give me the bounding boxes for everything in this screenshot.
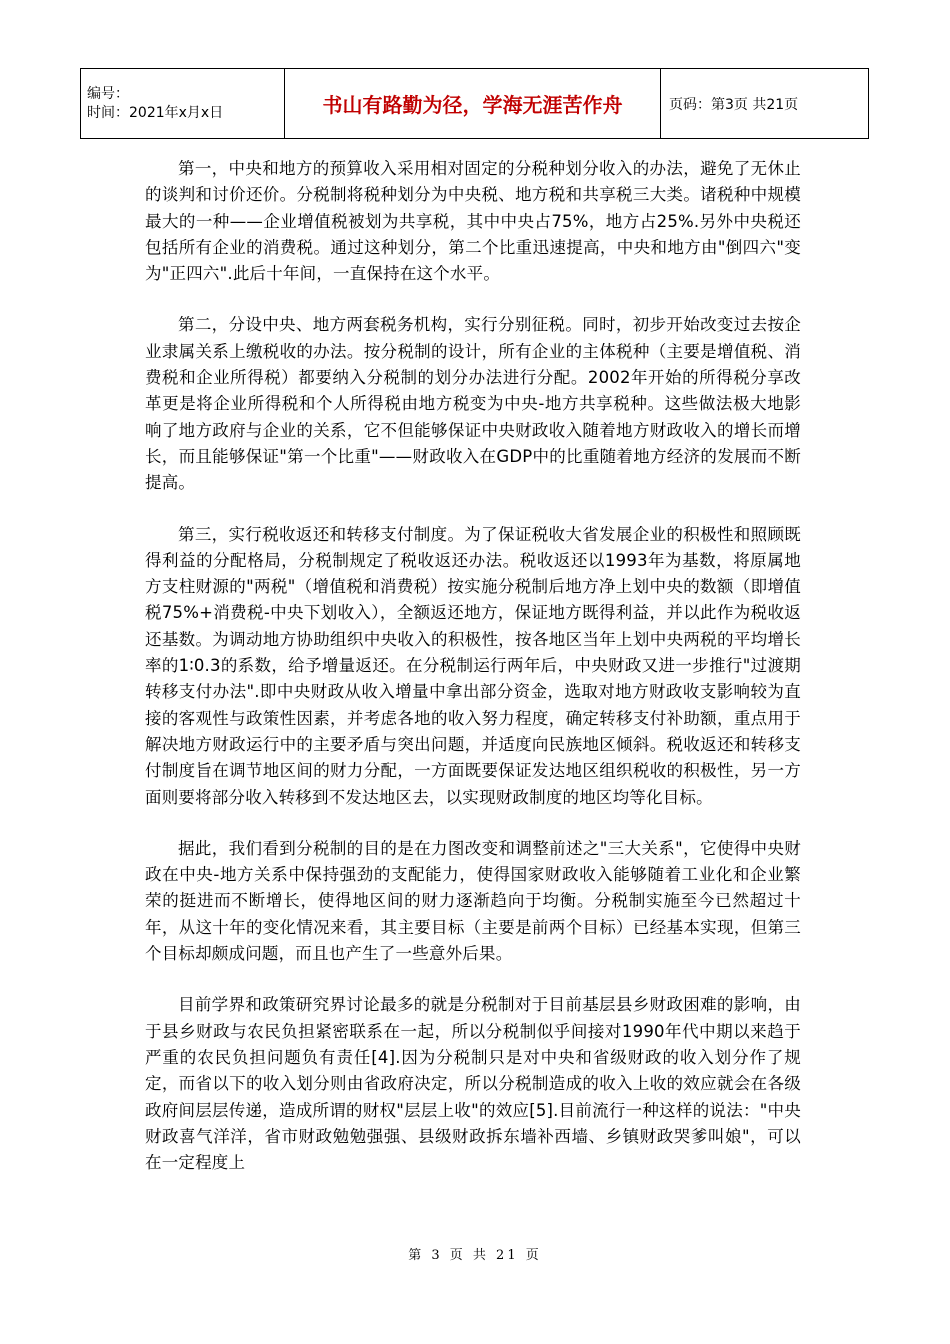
page-footer: 第 3 页 共 21 页 bbox=[408, 1248, 542, 1263]
paragraph-5: 目前学界和政策研究界讨论最多的就是分税制对于目前基层县乡财政困难的影响，由于县乡财政与农民负担紧密联系在一起，所以分税制似乎间接对1990年代中期以来趋于严重的农民负担问题负有责任[4].因为分税制只是对中央和省级财政的收入划分作了规定，而省以下的收入划分则由省政府决定，所以分税制造成的收入上收的效应就会在各级政府间层层传递，造成所谓的财权"层层上收"的效应[5].目前流行一种这样的说法："中央财政喜气洋洋，省市财政勉勉强强、县级财政拆东墙补西墙、乡镇财政哭爹叫娘"，可以在一定程度上 bbox=[145, 995, 801, 1173]
document-number-label: 编号： bbox=[87, 85, 129, 102]
header-meta-cell bbox=[81, 69, 285, 139]
paragraph-3: 第三，实行税收返还和转移支付制度。为了保证税收大省发展企业的积极性和照顾既得利益的分配格局，分税制规定了税收返还办法。税收返还以1993年为基数，将原属地方支柱财源的"两税"（增值税和消费税）按实施分税制后地方净上划中央的数额（即增值税75%+消费税-中央下划收入），全额返还地方，保证地方既得利益，并以此作为税收返还基数。为调动地方协助组织中央收入的积极性，按各地区当年上划中央两税的平均增长率的1∶0.3的系数，给予增量返还。在分税制运行两年后，中央财政又进一步推行"过渡期转移支付办法".即中央财政从收入增量中拿出部分资金，选取对地方财政收支影响较为直接的客观性与政策性因素，并考虑各地的收入努力程度，确定转移支付补助额，重点用于解决地方财政运行中的主要矛盾与突出问题，并适度向民族地区倾斜。税收返还和转移支付制度旨在调节地区间的财力分配，一方面既要保证发达地区组织税收的积极性，另一方面则要将部分收入转移到不发达地区去，以实现财政制度的地区均等化目标。 bbox=[145, 524, 801, 807]
header-table bbox=[80, 68, 869, 139]
paragraph-1: 第一，中央和地方的预算收入采用相对固定的分税种划分收入的办法，避免了无休止的谈判和讨价还价。分税制将税种划分为中央税、地方税和共享税三大类。诸税种中规模最大的一种——企业增值税被划为共享税，其中中央占75%，地方占25%.另外中央税还包括所有企业的消费税。通过这种划分，第二个比重迅速提高，中央和地方由"倒四六"变为"正四六".此后十年间，一直保持在这个水平。 bbox=[145, 159, 801, 284]
document-body bbox=[145, 156, 801, 1201]
document-time-label: 时间：2021年x月x日 bbox=[87, 104, 224, 121]
paragraph-2: 第二，分设中央、地方两套税务机构，实行分别征税。同时，初步开始改变过去按企业隶属关系上缴税收的办法。按分税制的设计，所有企业的主体税种（主要是增值税、消费税和企业所得税）都要纳入分税制的划分办法进行分配。2002年开始的所得税分享改革更是将企业所得税和个人所得税由地方税变为中央-地方共享税种。这些做法极大地影响了地方政府与企业的关系，它不但能够保证中央财政收入随着地方财政收入的增长而增长，而且能够保证"第一个比重"——财政收入在GDP中的比重随着地方经济的发展而不断提高。 bbox=[145, 315, 801, 493]
paragraph-4: 据此，我们看到分税制的目的是在力图改变和调整前述之"三大关系"，它使得中央财政在中央-地方关系中保持强劲的支配能力，使得国家财政收入能够随着工业化和企业繁荣的挺进而不断增长，使得地区间的财力逐渐趋向于均衡。分税制实施至今已然超过十年，从这十年的变化情况来看，其主要目标（主要是前两个目标）已经基本实现，但第三个目标却颇成问题，而且也产生了一些意外后果。 bbox=[145, 838, 801, 964]
header-page-info: 页码：第3页 共21页 bbox=[661, 69, 869, 139]
header-motto: 书山有路勤为径，学海无涯苦作舟 bbox=[285, 69, 661, 139]
